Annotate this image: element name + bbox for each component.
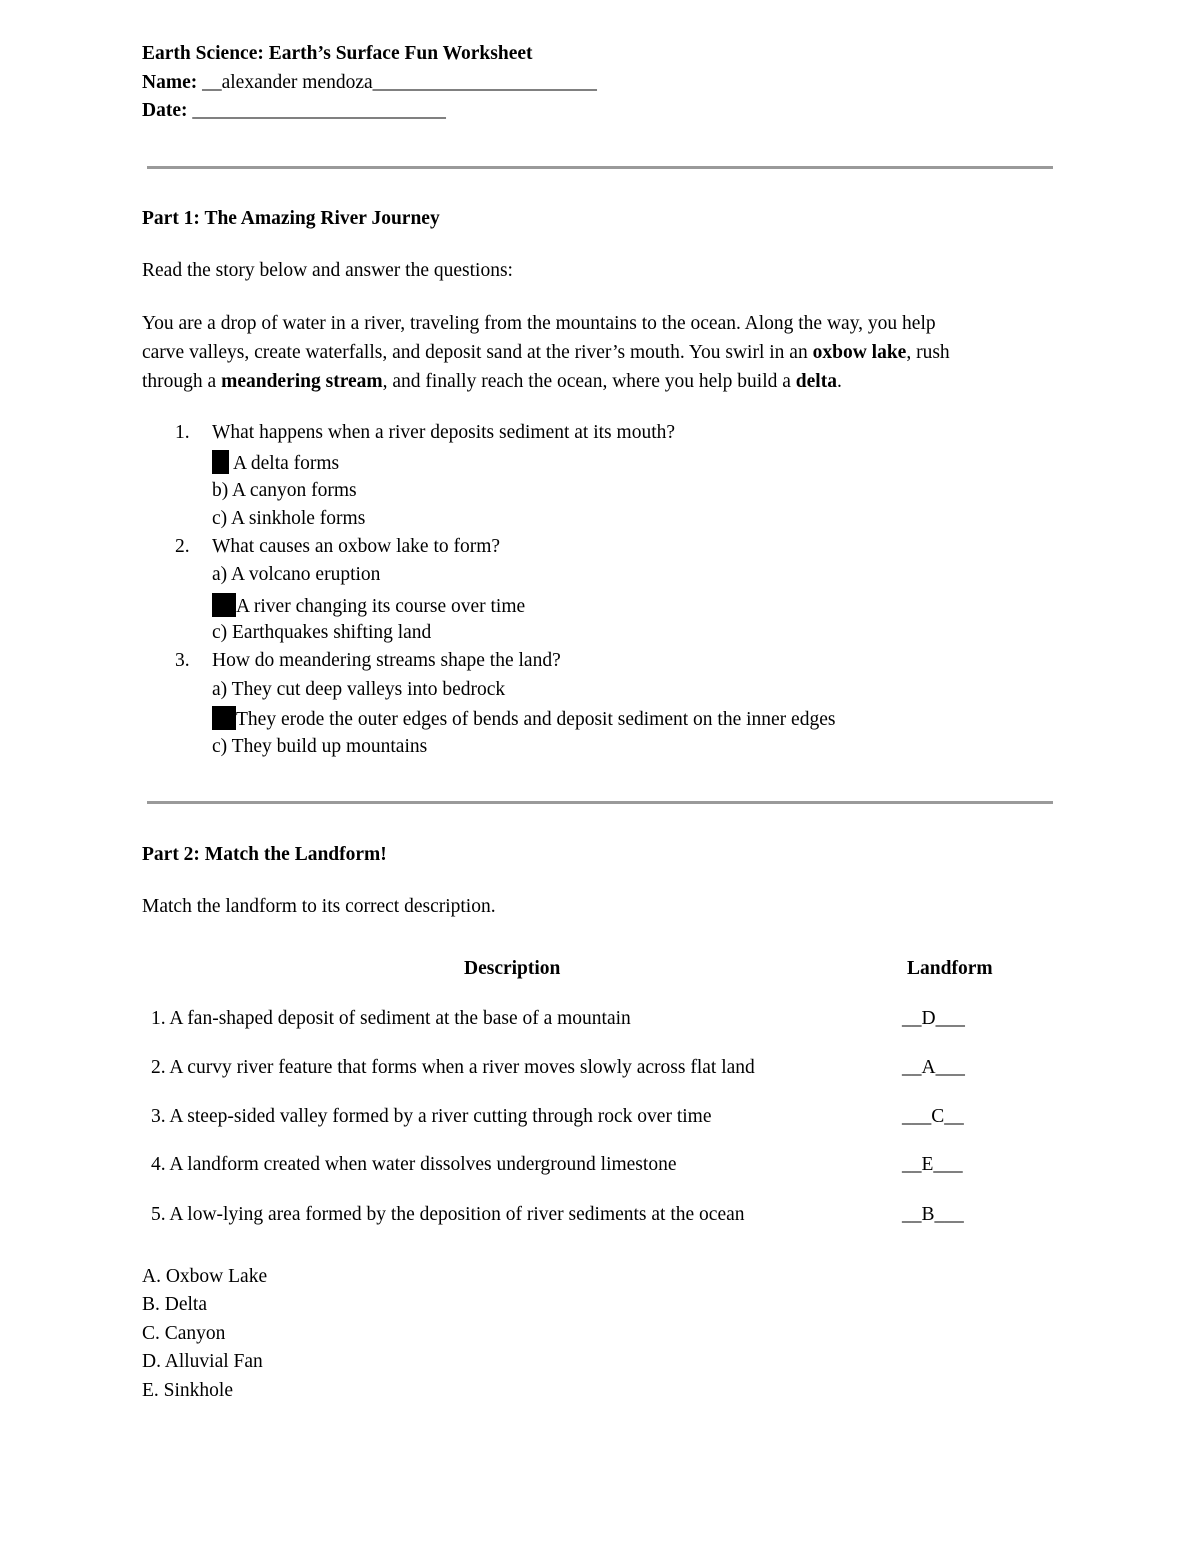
table-row-answer[interactable]: __B___ — [902, 1204, 964, 1225]
answer-option[interactable]: a) They cut deep valleys into bedrock — [212, 679, 506, 700]
story-line: carve valleys, create waterfalls, and deposit sand at the river’s mouth. You swirl in an oxbow lake, rush — [142, 342, 950, 363]
answer-option-selected[interactable]: A river changing its course over time — [212, 593, 525, 619]
answer-option[interactable]: b) A canyon forms — [212, 480, 357, 501]
table-row-description: 5. A low-lying area formed by the deposition of river sediments at the ocean — [151, 1204, 745, 1225]
landform-list-item: D. Alluvial Fan — [142, 1351, 263, 1372]
landform-list-item: B. Delta — [142, 1294, 207, 1315]
part1-heading: Part 1: The Amazing River Journey — [142, 208, 440, 229]
question-number: 3. — [175, 650, 190, 671]
selection-mark — [212, 593, 236, 617]
landform-list-item: A. Oxbow Lake — [142, 1266, 268, 1287]
term-meandering-stream: meandering stream — [221, 371, 383, 392]
landform-list-item: C. Canyon — [142, 1323, 226, 1344]
question-number: 2. — [175, 536, 190, 557]
question-text: What happens when a river deposits sediment at its mouth? — [212, 422, 676, 443]
story-line: You are a drop of water in a river, traveling from the mountains to the ocean. Along the way, you help — [142, 313, 936, 334]
date-label: Date: — [142, 100, 188, 121]
divider — [147, 166, 1053, 169]
date-line — [142, 99, 446, 123]
column-header-landform: Landform — [907, 958, 993, 979]
part1-instructions: Read the story below and answer the questions: — [142, 260, 513, 281]
selection-mark — [212, 450, 229, 474]
question-number: 1. — [175, 422, 190, 443]
table-row-description: 1. A fan-shaped deposit of sediment at the base of a mountain — [151, 1008, 631, 1029]
table-row-answer[interactable]: __D___ — [902, 1008, 965, 1029]
answer-option-selected[interactable]: They erode the outer edges of bends and deposit sediment on the inner edges — [212, 706, 835, 732]
answer-option[interactable]: c) They build up mountains — [212, 736, 428, 757]
question-text: What causes an oxbow lake to form? — [212, 536, 501, 557]
term-delta: delta — [795, 371, 837, 392]
answer-option[interactable]: c) A sinkhole forms — [212, 508, 366, 529]
answer-option[interactable]: c) Earthquakes shifting land — [212, 622, 432, 643]
answer-option[interactable]: a) A volcano eruption — [212, 564, 381, 585]
story-line: through a meandering stream, and finally reach the ocean, where you help build a delta. — [142, 371, 842, 392]
table-row-answer[interactable]: __A___ — [902, 1057, 965, 1078]
part2-heading: Part 2: Match the Landform! — [142, 844, 387, 865]
term-oxbow-lake: oxbow lake — [812, 342, 907, 363]
name-line — [142, 71, 597, 95]
divider — [147, 801, 1053, 804]
landform-list-item: E. Sinkhole — [142, 1380, 233, 1401]
selection-mark — [212, 706, 236, 730]
column-header-description: Description — [464, 958, 561, 979]
table-row-answer[interactable]: __E___ — [902, 1154, 963, 1175]
worksheet-title: Earth Science: Earth’s Surface Fun Worksheet — [142, 43, 533, 64]
date-field[interactable]: __________________________ — [192, 100, 446, 121]
part2-instructions: Match the landform to its correct description. — [142, 896, 496, 917]
table-row-description: 2. A curvy river feature that forms when a river moves slowly across flat land — [151, 1057, 755, 1078]
question-text: How do meandering streams shape the land? — [212, 650, 561, 671]
answer-option-selected[interactable]: A delta forms — [212, 450, 339, 476]
story-paragraph — [142, 309, 1052, 396]
table-row-description: 4. A landform created when water dissolves underground limestone — [151, 1154, 677, 1175]
name-label: Name: — [142, 72, 198, 93]
table-row-answer[interactable]: ___C__ — [902, 1106, 964, 1127]
name-field[interactable]: __alexander mendoza_______________________ — [202, 72, 597, 93]
table-row-description: 3. A steep-sided valley formed by a river cutting through rock over time — [151, 1106, 712, 1127]
